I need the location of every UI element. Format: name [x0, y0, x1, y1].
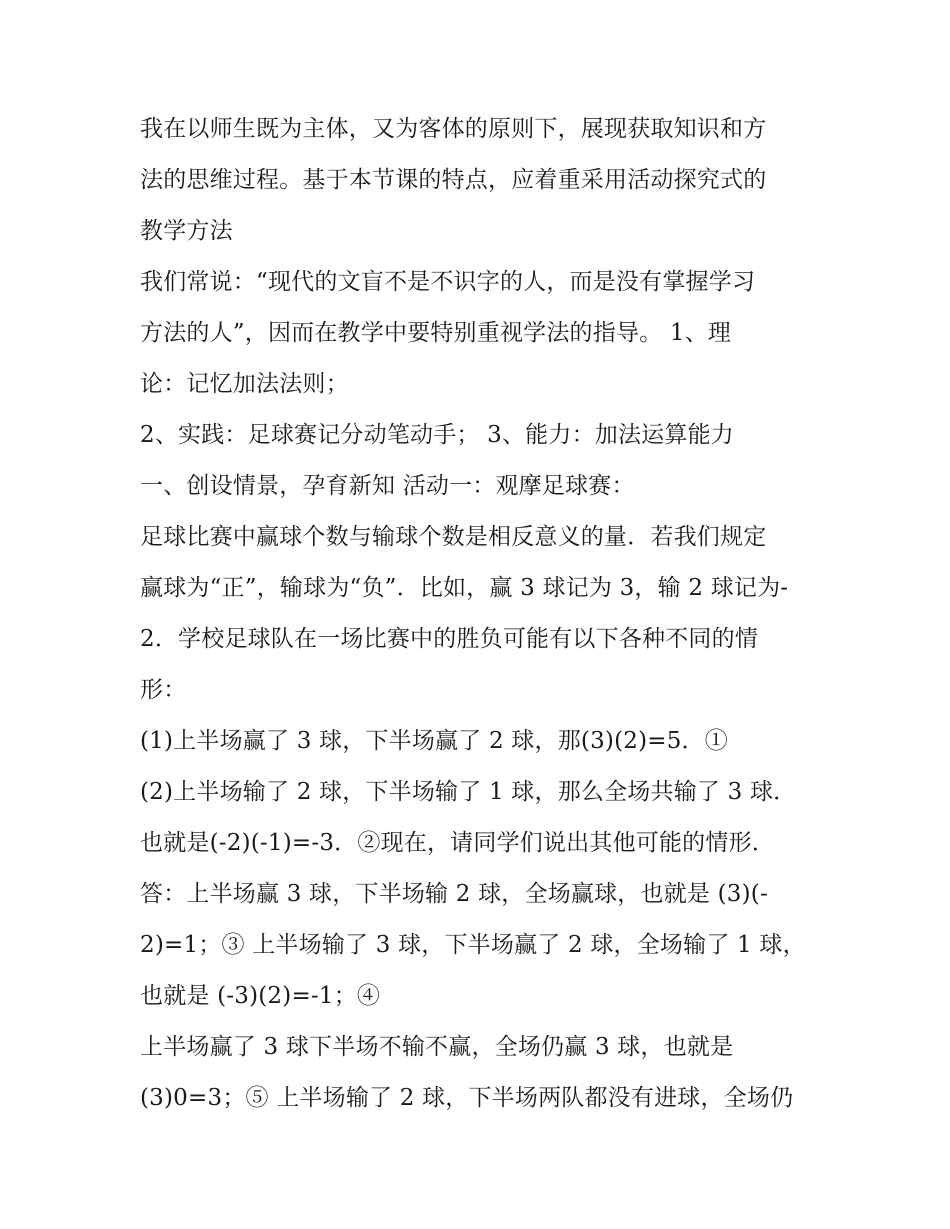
text-line: 赢球为“正”，输球为“负”．比如，赢 3 球记为 3，输 2 球记为- [140, 575, 789, 601]
text-line: 一、创设情景，孕育新知 活动一：观摩足球赛： [140, 473, 635, 499]
text-line: 方法的人”，因而在教学中要特别重视学法的指导。 1、理 [140, 320, 732, 346]
text-line: 我在以师生既为主体，又为客体的原则下，展现获取知识和方 [140, 116, 767, 142]
text-line: 我们常说：“现代的文盲不是不识字的人，而是没有掌握学习 [140, 269, 756, 295]
text-line: 2)=1；③ 上半场输了 3 球，下半场赢了 2 球，全场输了 1 球， [140, 932, 806, 958]
body-text [140, 104, 820, 1124]
text-line: 教学方法 [140, 218, 233, 244]
text-line: 也就是(-2)(-1)=-3．②现在，请同学们说出其他可能的情形． [140, 830, 775, 856]
text-line: (3)0=3；⑤ 上半场输了 2 球，下半场两队都没有进球，全场仍 [140, 1085, 794, 1111]
text-line: 上半场赢了 3 球下半场不输不赢，全场仍赢 3 球，也就是 [140, 1034, 734, 1060]
text-line: (2)上半场输了 2 球，下半场输了 1 球，那么全场共输了 3 球． [140, 779, 797, 805]
text-line: 法的思维过程。基于本节课的特点，应着重采用活动探究式的 [140, 167, 767, 193]
text-line: 也就是 (-3)(2)=-1；④ [140, 983, 381, 1009]
text-line: 足球比赛中赢球个数与输球个数是相反意义的量．若我们规定 [140, 524, 767, 550]
text-line: 形： [140, 677, 187, 703]
text-line: 2、实践：足球赛记分动笔动手； 3、能力：加法运算能力 [140, 422, 734, 448]
text-line: 2．学校足球队在一场比赛中的胜负可能有以下各种不同的情 [140, 626, 759, 652]
text-line: 论：记忆加法法则； [140, 371, 349, 397]
text-line: 答：上半场赢 3 球，下半场输 2 球，全场赢球，也就是 (3)(- [140, 881, 768, 907]
text-line: (1)上半场赢了 3 球，下半场赢了 2 球，那(3)(2)=5．① [140, 728, 728, 754]
